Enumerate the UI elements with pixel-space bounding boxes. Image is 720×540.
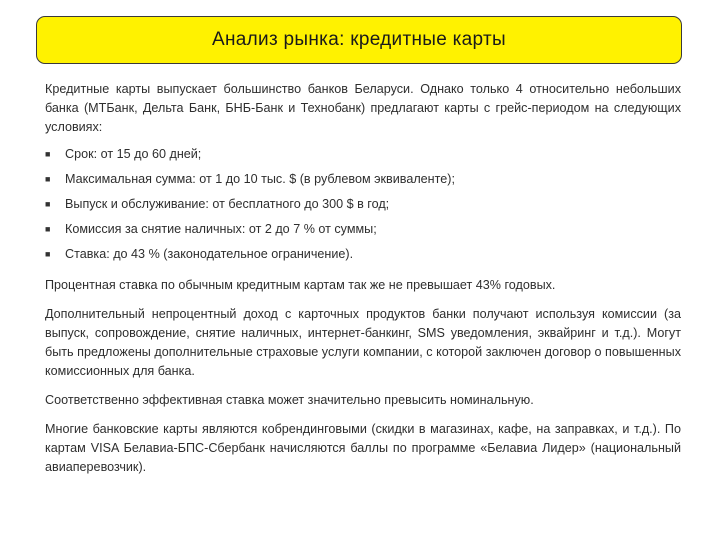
list-item xyxy=(45,195,681,220)
list-item xyxy=(45,220,681,245)
intro-paragraph: Кредитные карты выпускает большинство банков Беларуси. Однако только 4 относительно небольших банка (МТБанк, Дельта Банк, БНБ-Банк и Технобанк) предлагают карты с грейс-периодом на следующих условиях: xyxy=(45,82,681,134)
list-item-text: Ставка: до 43 % (законодательное ограничение). xyxy=(65,247,354,261)
list-item-text: Максимальная сумма: от 1 до 10 тыс. $ (в рублевом эквиваленте); xyxy=(65,172,455,186)
square-bullet-icon: ■ xyxy=(45,249,51,259)
conditions-list xyxy=(45,145,681,270)
square-bullet-icon: ■ xyxy=(45,174,51,184)
square-bullet-icon: ■ xyxy=(45,149,51,159)
title-banner xyxy=(36,16,682,64)
fees-paragraph: Дополнительный непроцентный доход с карточных продуктов банки получают используя комиссии (за выпуск, сопровождение, снятие наличных, интернет-банкинг, SMS уведомления, эквайринг и т.д.). Могут быть предложены дополнительные страховые услуги компании, с которой заключен договор о повышенных комиссионных для банка. xyxy=(45,307,681,378)
list-item xyxy=(45,170,681,195)
list-item xyxy=(45,145,681,170)
list-item-text: Выпуск и обслуживание: от бесплатного до 300 $ в год; xyxy=(65,197,390,211)
slide-content xyxy=(45,80,681,487)
effective-rate-paragraph: Соответственно эффективная ставка может значительно превысить номинальную. xyxy=(45,393,534,407)
list-item xyxy=(45,245,681,270)
list-item-text: Комиссия за снятие наличных: от 2 до 7 % от суммы; xyxy=(65,222,377,236)
list-item-text: Срок: от 15 до 60 дней; xyxy=(65,147,202,161)
cobranding-paragraph: Многие банковские карты являются кобрендинговыми (скидки в магазинах, кафе, на заправках, и т.д.). По картам VISA Белавиа-БПС-Сбербанк начисляются баллы по программе «Белавиа Лидер» (национальный авиаперевозчик). xyxy=(45,422,681,474)
square-bullet-icon: ■ xyxy=(45,199,51,209)
square-bullet-icon: ■ xyxy=(45,224,51,234)
rate-paragraph: Процентная ставка по обычным кредитным картам так же не превышает 43% годовых. xyxy=(45,278,556,292)
page-title: Анализ рынка: кредитные карты xyxy=(212,29,506,50)
